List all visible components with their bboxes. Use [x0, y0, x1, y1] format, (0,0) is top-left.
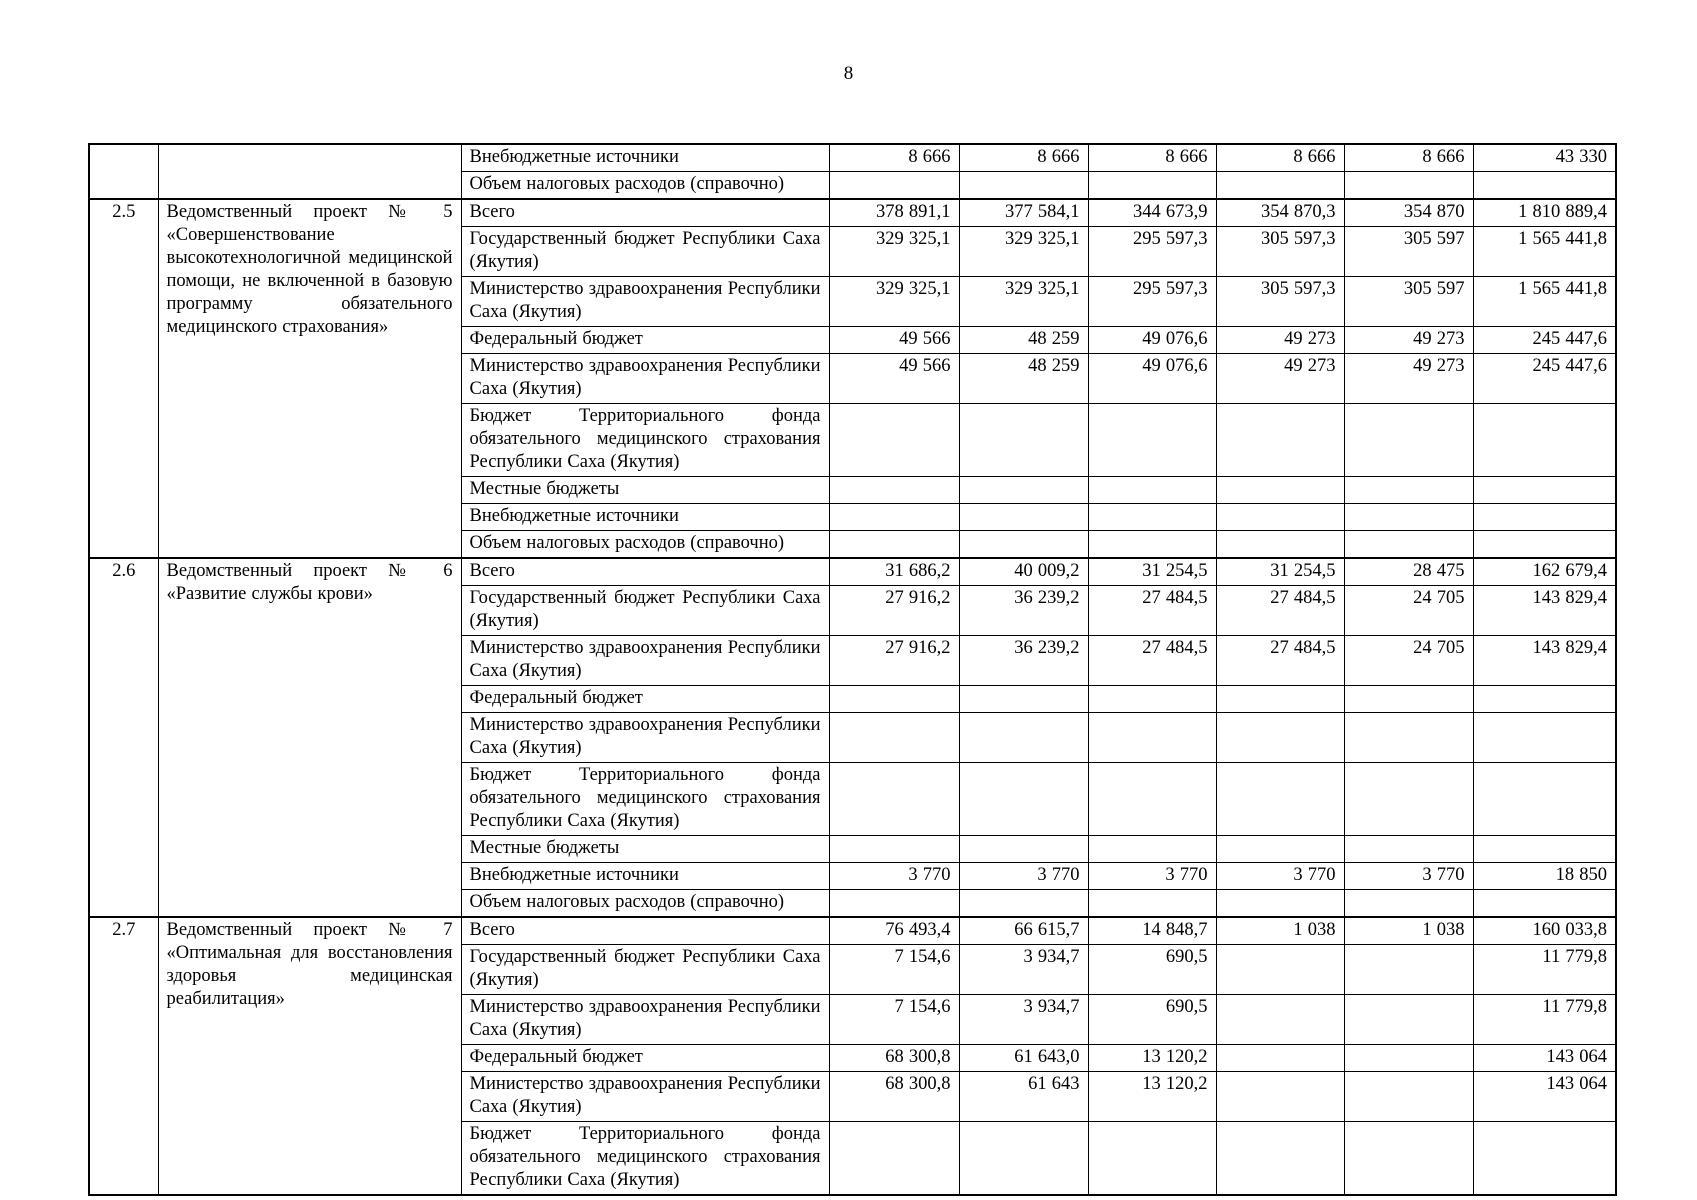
value-cell [1216, 1122, 1344, 1196]
value-cell: 76 493,4 [829, 917, 959, 945]
funding-source-cell: Внебюджетные источники [461, 504, 829, 531]
value-cell [1088, 504, 1216, 531]
value-cell: 49 273 [1216, 354, 1344, 404]
value-cell [959, 172, 1088, 200]
value-cell: 49 076,6 [1088, 354, 1216, 404]
value-cell: 329 325,1 [829, 227, 959, 277]
value-cell: 1 038 [1216, 917, 1344, 945]
value-cell [829, 477, 959, 504]
value-cell [1473, 836, 1616, 863]
budget-table-body [89, 144, 1616, 1195]
value-cell: 3 934,7 [959, 945, 1088, 995]
funding-source-cell: Министерство здравоохранения Республики Саха (Якутия) [461, 277, 829, 327]
value-cell [1473, 713, 1616, 763]
funding-source-cell: Министерство здравоохранения Республики Саха (Якутия) [461, 995, 829, 1045]
value-cell [1216, 172, 1344, 200]
funding-source-cell: Государственный бюджет Республики Саха (Якутия) [461, 945, 829, 995]
value-cell: 68 300,8 [829, 1072, 959, 1122]
value-cell: 143 829,4 [1473, 586, 1616, 636]
value-cell [1216, 504, 1344, 531]
value-cell: 18 850 [1473, 863, 1616, 890]
value-cell [829, 686, 959, 713]
value-cell: 24 705 [1344, 586, 1473, 636]
value-cell: 49 566 [829, 327, 959, 354]
value-cell [1088, 404, 1216, 477]
section-number-cell [89, 144, 158, 199]
value-cell [1473, 1122, 1616, 1196]
value-cell: 11 779,8 [1473, 945, 1616, 995]
value-cell [959, 404, 1088, 477]
value-cell: 7 154,6 [829, 945, 959, 995]
value-cell: 1 038 [1344, 917, 1473, 945]
funding-source-cell: Федеральный бюджет [461, 327, 829, 354]
table-row [89, 917, 1616, 945]
value-cell: 354 870,3 [1216, 199, 1344, 227]
funding-source-cell: Объем налоговых расходов (справочно) [461, 890, 829, 918]
project-title-cell: Ведомственный проект № 5 «Совершенствование высокотехнологичной медицинской помощи, не включенной в базовую программу обязательного медицинского страхования» [158, 199, 461, 558]
value-cell: 48 259 [959, 327, 1088, 354]
value-cell: 24 705 [1344, 636, 1473, 686]
funding-source-cell: Местные бюджеты [461, 836, 829, 863]
funding-source-cell: Государственный бюджет Республики Саха (Якутия) [461, 227, 829, 277]
value-cell: 143 064 [1473, 1045, 1616, 1072]
value-cell: 8 666 [1344, 144, 1473, 172]
value-cell: 1 565 441,8 [1473, 227, 1616, 277]
value-cell [959, 686, 1088, 713]
project-title-cell: Ведомственный проект № 7 «Оптимальная для восстановления здоровья медицинская реабилитация» [158, 917, 461, 1195]
value-cell: 48 259 [959, 354, 1088, 404]
value-cell [1088, 890, 1216, 918]
value-cell: 3 770 [959, 863, 1088, 890]
value-cell [1088, 836, 1216, 863]
value-cell: 305 597,3 [1216, 277, 1344, 327]
value-cell: 295 597,3 [1088, 277, 1216, 327]
value-cell: 245 447,6 [1473, 327, 1616, 354]
value-cell [1088, 713, 1216, 763]
value-cell: 8 666 [829, 144, 959, 172]
value-cell [1216, 945, 1344, 995]
project-title-cell: Ведомственный проект № 6 «Развитие службы крови» [158, 558, 461, 917]
value-cell: 329 325,1 [959, 227, 1088, 277]
value-cell: 690,5 [1088, 995, 1216, 1045]
value-cell: 27 916,2 [829, 636, 959, 686]
value-cell [1088, 531, 1216, 559]
value-cell [1216, 477, 1344, 504]
value-cell [1344, 945, 1473, 995]
value-cell: 11 779,8 [1473, 995, 1616, 1045]
value-cell [1344, 890, 1473, 918]
value-cell [959, 477, 1088, 504]
value-cell [829, 1122, 959, 1196]
value-cell [959, 836, 1088, 863]
value-cell [1088, 172, 1216, 200]
value-cell [1344, 477, 1473, 504]
value-cell [1473, 531, 1616, 559]
value-cell: 49 076,6 [1088, 327, 1216, 354]
value-cell [959, 531, 1088, 559]
value-cell: 49 566 [829, 354, 959, 404]
value-cell [1088, 477, 1216, 504]
value-cell: 43 330 [1473, 144, 1616, 172]
value-cell [1473, 504, 1616, 531]
value-cell: 36 239,2 [959, 586, 1088, 636]
funding-source-cell: Бюджет Территориального фонда обязательного медицинского страхования Республики Саха (Якутия) [461, 1122, 829, 1196]
value-cell [1216, 1072, 1344, 1122]
value-cell: 66 615,7 [959, 917, 1088, 945]
value-cell [1344, 1072, 1473, 1122]
funding-source-cell: Федеральный бюджет [461, 686, 829, 713]
project-title-cell [158, 144, 461, 199]
value-cell: 61 643 [959, 1072, 1088, 1122]
value-cell: 68 300,8 [829, 1045, 959, 1072]
value-cell: 3 770 [1088, 863, 1216, 890]
value-cell [829, 504, 959, 531]
value-cell [1344, 713, 1473, 763]
value-cell: 27 484,5 [1088, 636, 1216, 686]
value-cell: 3 934,7 [959, 995, 1088, 1045]
value-cell [1216, 1045, 1344, 1072]
value-cell: 3 770 [1344, 863, 1473, 890]
funding-source-cell: Объем налоговых расходов (справочно) [461, 172, 829, 200]
value-cell [1088, 763, 1216, 836]
value-cell [1216, 995, 1344, 1045]
section-number-cell: 2.5 [89, 199, 158, 558]
value-cell: 61 643,0 [959, 1045, 1088, 1072]
value-cell [1473, 686, 1616, 713]
funding-source-cell: Министерство здравоохранения Республики Саха (Якутия) [461, 636, 829, 686]
value-cell: 31 686,2 [829, 558, 959, 586]
value-cell [1344, 172, 1473, 200]
value-cell [1344, 404, 1473, 477]
value-cell: 378 891,1 [829, 199, 959, 227]
funding-source-cell: Министерство здравоохранения Республики Саха (Якутия) [461, 713, 829, 763]
value-cell [1088, 1122, 1216, 1196]
value-cell [1473, 404, 1616, 477]
value-cell: 27 916,2 [829, 586, 959, 636]
value-cell: 690,5 [1088, 945, 1216, 995]
value-cell [1344, 686, 1473, 713]
value-cell: 40 009,2 [959, 558, 1088, 586]
table-row [89, 558, 1616, 586]
value-cell [959, 504, 1088, 531]
value-cell [829, 890, 959, 918]
value-cell [1344, 504, 1473, 531]
value-cell: 329 325,1 [959, 277, 1088, 327]
value-cell [829, 763, 959, 836]
funding-source-cell: Всего [461, 558, 829, 586]
value-cell [1216, 713, 1344, 763]
value-cell [829, 404, 959, 477]
value-cell: 49 273 [1216, 327, 1344, 354]
value-cell: 377 584,1 [959, 199, 1088, 227]
value-cell [1344, 1122, 1473, 1196]
funding-source-cell: Местные бюджеты [461, 477, 829, 504]
value-cell [959, 890, 1088, 918]
value-cell: 344 673,9 [1088, 199, 1216, 227]
value-cell [1216, 763, 1344, 836]
value-cell [829, 531, 959, 559]
funding-source-cell: Внебюджетные источники [461, 144, 829, 172]
value-cell [1473, 763, 1616, 836]
value-cell: 27 484,5 [1216, 586, 1344, 636]
funding-source-cell: Министерство здравоохранения Республики Саха (Якутия) [461, 1072, 829, 1122]
value-cell [1473, 890, 1616, 918]
section-number-cell: 2.6 [89, 558, 158, 917]
funding-source-cell: Всего [461, 917, 829, 945]
value-cell: 1 565 441,8 [1473, 277, 1616, 327]
value-cell [959, 763, 1088, 836]
value-cell: 8 666 [1088, 144, 1216, 172]
value-cell: 295 597,3 [1088, 227, 1216, 277]
funding-source-cell: Бюджет Территориального фонда обязательного медицинского страхования Республики Саха (Якутия) [461, 404, 829, 477]
value-cell: 13 120,2 [1088, 1045, 1216, 1072]
value-cell: 8 666 [1216, 144, 1344, 172]
value-cell [1344, 1045, 1473, 1072]
value-cell [829, 172, 959, 200]
value-cell [1473, 172, 1616, 200]
value-cell: 31 254,5 [1088, 558, 1216, 586]
value-cell: 8 666 [959, 144, 1088, 172]
value-cell [1473, 477, 1616, 504]
value-cell: 49 273 [1344, 327, 1473, 354]
value-cell [1344, 995, 1473, 1045]
value-cell [1344, 763, 1473, 836]
funding-source-cell: Объем налоговых расходов (справочно) [461, 531, 829, 559]
funding-source-cell: Бюджет Территориального фонда обязательного медицинского страхования Республики Саха (Якутия) [461, 763, 829, 836]
value-cell [1088, 686, 1216, 713]
funding-source-cell: Всего [461, 199, 829, 227]
funding-source-cell: Министерство здравоохранения Республики Саха (Якутия) [461, 354, 829, 404]
value-cell: 305 597 [1344, 227, 1473, 277]
value-cell: 162 679,4 [1473, 558, 1616, 586]
value-cell [1216, 404, 1344, 477]
value-cell: 13 120,2 [1088, 1072, 1216, 1122]
value-cell [1216, 531, 1344, 559]
value-cell: 160 033,8 [1473, 917, 1616, 945]
value-cell: 7 154,6 [829, 995, 959, 1045]
table-row [89, 199, 1616, 227]
value-cell: 143 064 [1473, 1072, 1616, 1122]
budget-table [88, 143, 1617, 1196]
value-cell: 28 475 [1344, 558, 1473, 586]
value-cell: 305 597,3 [1216, 227, 1344, 277]
value-cell: 329 325,1 [829, 277, 959, 327]
value-cell [959, 1122, 1088, 1196]
value-cell: 3 770 [1216, 863, 1344, 890]
value-cell: 305 597 [1344, 277, 1473, 327]
funding-source-cell: Государственный бюджет Республики Саха (Якутия) [461, 586, 829, 636]
table-row [89, 144, 1616, 172]
value-cell: 3 770 [829, 863, 959, 890]
value-cell: 27 484,5 [1088, 586, 1216, 636]
value-cell [829, 713, 959, 763]
value-cell [1216, 686, 1344, 713]
funding-source-cell: Внебюджетные источники [461, 863, 829, 890]
value-cell: 36 239,2 [959, 636, 1088, 686]
section-number-cell: 2.7 [89, 917, 158, 1195]
value-cell [1344, 836, 1473, 863]
value-cell: 14 848,7 [1088, 917, 1216, 945]
value-cell: 143 829,4 [1473, 636, 1616, 686]
page-number: 8 [843, 63, 854, 84]
value-cell [1344, 531, 1473, 559]
value-cell: 354 870 [1344, 199, 1473, 227]
value-cell: 245 447,6 [1473, 354, 1616, 404]
value-cell: 31 254,5 [1216, 558, 1344, 586]
value-cell [829, 836, 959, 863]
value-cell: 49 273 [1344, 354, 1473, 404]
funding-source-cell: Федеральный бюджет [461, 1045, 829, 1072]
value-cell [1216, 890, 1344, 918]
value-cell: 27 484,5 [1216, 636, 1344, 686]
value-cell: 1 810 889,4 [1473, 199, 1616, 227]
value-cell [1216, 836, 1344, 863]
value-cell [959, 713, 1088, 763]
